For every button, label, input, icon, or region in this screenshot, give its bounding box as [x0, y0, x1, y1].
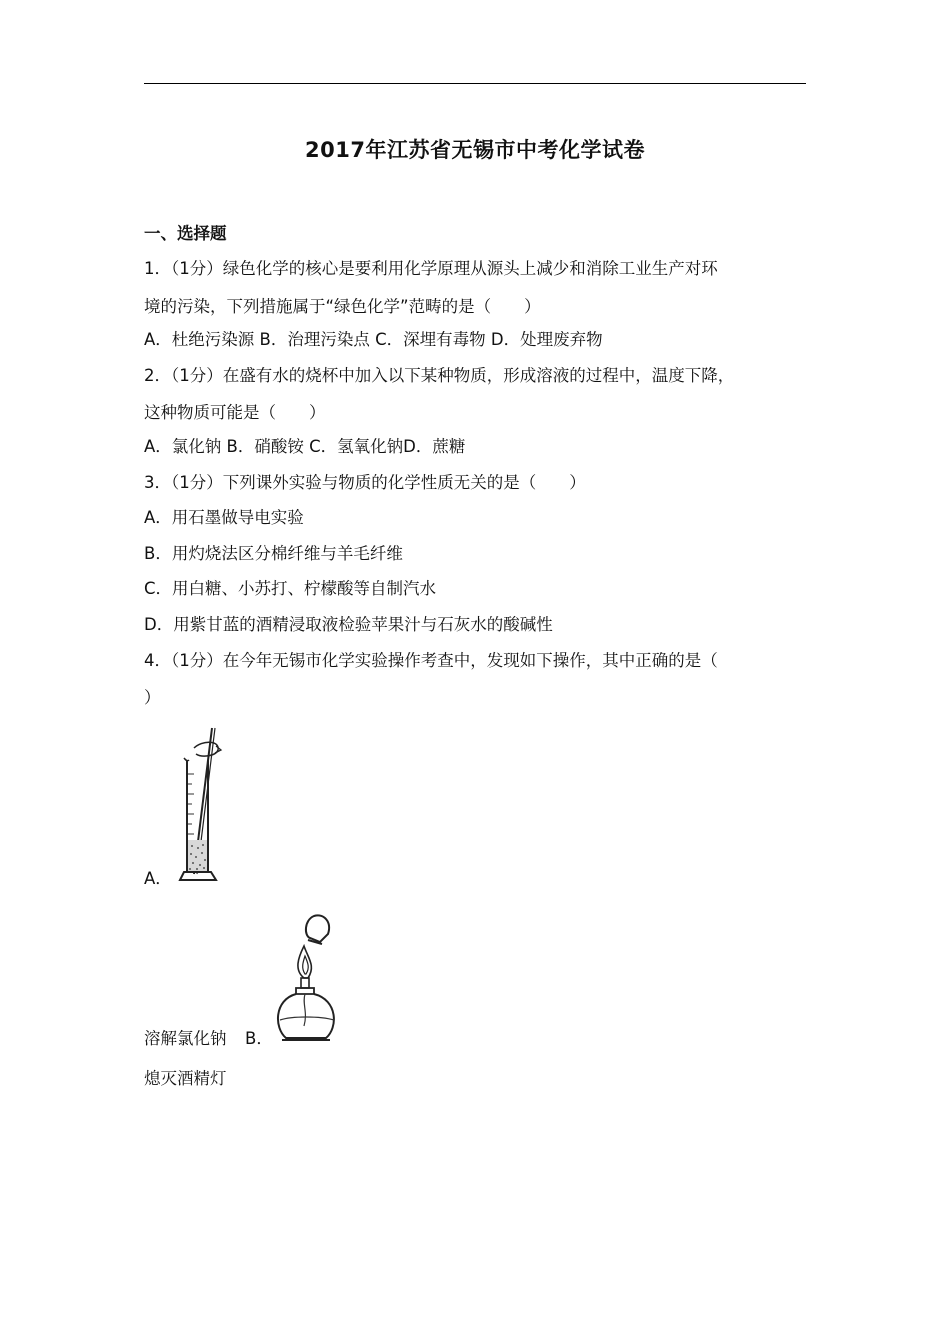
- page-title: 2017年江苏省无锡市中考化学试卷: [305, 138, 645, 162]
- q3-option-d: D．用紫甘蓝的酒精浸取液检验苹果汁与石灰水的酸碱性: [144, 615, 553, 634]
- alcohol-lamp-figure: [268, 908, 348, 1046]
- q4-option-b-label: B．: [245, 1029, 273, 1048]
- q4-line2: ）: [144, 688, 161, 707]
- q4-option-a-label: A．: [144, 869, 172, 888]
- q2-options: A．氯化钠 B．硝酸铵 C．氢氧化钠D．蔗糖: [144, 437, 466, 456]
- q3-option-c: C．用白糖、小苏打、柠檬酸等自制汽水: [144, 579, 437, 598]
- section-title: 一、选择题: [144, 224, 227, 243]
- q3-option-b: B．用灼烧法区分棉纤维与羊毛纤维: [144, 544, 403, 563]
- q2-line2: 这种物质可能是（ ）: [144, 403, 326, 422]
- graduated-cylinder-figure: [172, 726, 232, 886]
- q4-option-b-caption: 熄灭酒精灯: [144, 1069, 227, 1088]
- q3-line1: 3．（1分）下列课外实验与物质的化学性质无关的是（ ）: [144, 473, 586, 492]
- q1-line1: 1．（1分）绿色化学的核心是要利用化学原理从源头上减少和消除工业生产对环: [144, 259, 718, 278]
- header-rule: [144, 83, 806, 84]
- q4-line1: 4．（1分）在今年无锡市化学实验操作考查中，发现如下操作，其中正确的是（: [144, 651, 718, 670]
- q1-line2: 境的污染，下列措施属于“绿色化学”范畴的是（ ）: [144, 297, 541, 316]
- q1-options: A．杜绝污染源 B．治理污染点 C．深埋有毒物 D．处理废弃物: [144, 330, 603, 349]
- q2-line1: 2．（1分）在盛有水的烧杯中加入以下某种物质，形成溶液的过程中，温度下降，: [144, 366, 735, 385]
- q4-option-a-caption: 溶解氯化钠: [144, 1029, 227, 1048]
- q3-option-a: A．用石墨做导电实验: [144, 508, 304, 527]
